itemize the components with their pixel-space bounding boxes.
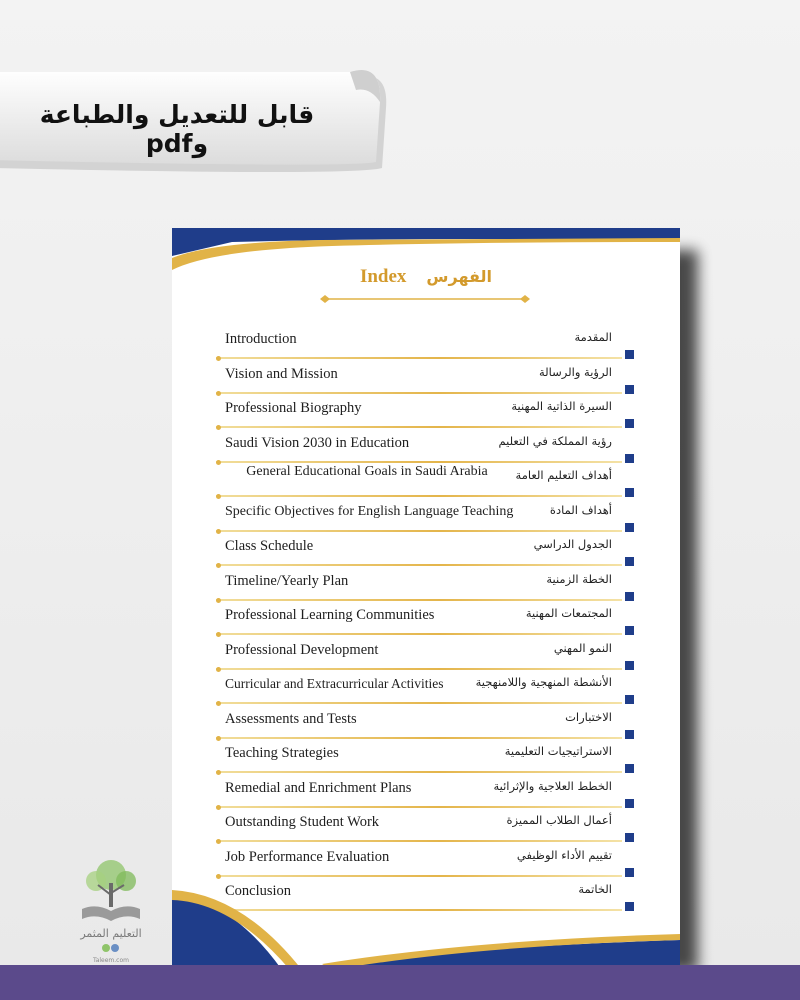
index-item-arabic: أهداف المادة <box>549 502 612 517</box>
row-divider <box>216 530 622 532</box>
bullet-square-icon <box>625 868 634 877</box>
row-divider <box>216 840 622 842</box>
index-item-english: Job Performance Evaluation <box>225 848 390 865</box>
index-row <box>212 327 632 361</box>
bullet-square-icon <box>625 695 634 704</box>
bullet-square-icon <box>625 557 634 566</box>
index-row <box>212 431 632 465</box>
index-item-arabic: الرؤية والرسالة <box>538 364 612 379</box>
index-item-arabic: الاستراتيجيات التعليمية <box>504 744 612 758</box>
index-item-english: General Educational Goals in Saudi Arabia <box>246 464 488 479</box>
index-item-arabic: المجتمعات المهنية <box>525 606 612 620</box>
logo-name: التعليم المثمر <box>80 927 142 940</box>
row-divider <box>216 564 622 566</box>
row-dot <box>216 839 221 844</box>
row-divider <box>216 633 622 635</box>
index-row <box>212 603 632 637</box>
index-item-english: Timeline/Yearly Plan <box>225 572 349 589</box>
bullet-square-icon <box>625 626 634 635</box>
row-dot <box>216 805 221 810</box>
index-row <box>212 810 632 844</box>
index-item-english: Saudi Vision 2030 in Education <box>225 434 410 451</box>
index-row <box>212 362 632 396</box>
index-item-english: Vision and Mission <box>225 365 338 382</box>
row-divider <box>216 392 622 394</box>
index-item-arabic: أعمال الطلاب المميزة <box>506 813 612 827</box>
title-divider <box>320 294 530 304</box>
index-item-english: Specific Objectives for English Language Teaching <box>225 503 514 519</box>
title-arabic: الفهرس <box>426 267 493 286</box>
row-dot <box>216 460 221 465</box>
bullet-square-icon <box>625 385 634 394</box>
index-title <box>172 266 680 288</box>
index-item-arabic: النمو المهني <box>553 640 612 655</box>
row-divider <box>216 495 622 497</box>
index-row <box>212 500 632 534</box>
index-row <box>212 638 632 672</box>
index-item-english: Professional Biography <box>225 400 362 416</box>
index-item-english: Assessments and Tests <box>225 710 357 727</box>
row-divider <box>216 702 622 704</box>
index-item-english: Class Schedule <box>225 538 314 554</box>
index-row <box>212 776 632 810</box>
row-dot <box>216 667 221 672</box>
index-item-arabic: رؤية المملكة في التعليم <box>498 433 612 448</box>
bullet-square-icon <box>625 592 634 601</box>
row-divider <box>216 426 622 428</box>
index-item-english: Professional Learning Communities <box>225 607 435 623</box>
bullet-square-icon <box>625 833 634 842</box>
index-item-english: Introduction <box>225 331 297 347</box>
row-divider <box>216 357 622 359</box>
bullet-square-icon <box>625 661 634 670</box>
index-item-english: Curricular and Extracurricular Activities <box>225 676 444 691</box>
row-dot <box>216 425 221 430</box>
row-divider <box>216 806 622 808</box>
index-item-arabic: الأنشطة المنهجية واللامنهجية <box>475 675 612 689</box>
row-divider <box>216 737 622 739</box>
index-item-arabic: أهداف التعليم العامة <box>515 468 612 482</box>
row-divider <box>216 599 622 601</box>
bullet-square-icon <box>625 764 634 773</box>
row-dot <box>216 356 221 361</box>
title-english: Index <box>359 266 407 287</box>
bullet-square-icon <box>625 799 634 808</box>
row-dot <box>216 701 221 706</box>
site-logo <box>68 855 154 965</box>
index-item-english: Professional Development <box>225 641 379 658</box>
row-divider <box>216 875 622 877</box>
index-item-arabic: الجدول الدراسي <box>533 537 612 551</box>
index-row <box>212 845 632 879</box>
row-dot <box>216 632 221 637</box>
bullet-square-icon <box>625 730 634 739</box>
index-item-english: Teaching Strategies <box>225 745 339 761</box>
row-divider <box>216 668 622 670</box>
row-divider <box>216 771 622 773</box>
row-dot <box>216 598 221 603</box>
index-row <box>212 534 632 568</box>
row-dot <box>216 770 221 775</box>
row-dot <box>216 529 221 534</box>
index-item-arabic: تقييم الأداء الوظيفي <box>516 847 612 862</box>
bottom-strip <box>0 965 800 1000</box>
index-row <box>212 741 632 775</box>
bullet-square-icon <box>625 523 634 532</box>
index-row <box>212 396 632 430</box>
row-dot <box>216 874 221 879</box>
logo-dots-icon <box>100 943 122 953</box>
index-item-english: Outstanding Student Work <box>225 814 380 830</box>
index-item-arabic: الخطط العلاجية والإثرائية <box>493 778 612 793</box>
index-item-english: Conclusion <box>225 883 292 899</box>
row-dot <box>216 494 221 499</box>
index-row <box>212 672 632 706</box>
row-dot <box>216 391 221 396</box>
bullet-square-icon <box>625 454 634 463</box>
index-row <box>212 465 632 499</box>
index-item-arabic: الاختبارات <box>565 709 612 724</box>
tree-book-icon <box>68 855 154 927</box>
index-item-arabic: الخاتمة <box>578 882 612 896</box>
logo-site: Taleem.com <box>93 957 129 964</box>
index-item-arabic: المقدمة <box>574 330 612 344</box>
index-item-arabic: الخطة الزمنية <box>546 571 612 586</box>
bullet-square-icon <box>625 350 634 359</box>
bullet-square-icon <box>625 419 634 428</box>
bottom-corner-decoration <box>172 890 680 970</box>
index-item-arabic: السيرة الذاتية المهنية <box>511 399 612 413</box>
bullet-square-icon <box>625 488 634 497</box>
index-row <box>212 707 632 741</box>
banner-text: قابل للتعديل والطباعة وpdf <box>39 100 315 158</box>
row-dot <box>216 736 221 741</box>
index-page <box>172 228 680 970</box>
row-dot <box>216 563 221 568</box>
index-item-english: Remedial and Enrichment Plans <box>225 779 412 796</box>
index-row <box>212 569 632 603</box>
